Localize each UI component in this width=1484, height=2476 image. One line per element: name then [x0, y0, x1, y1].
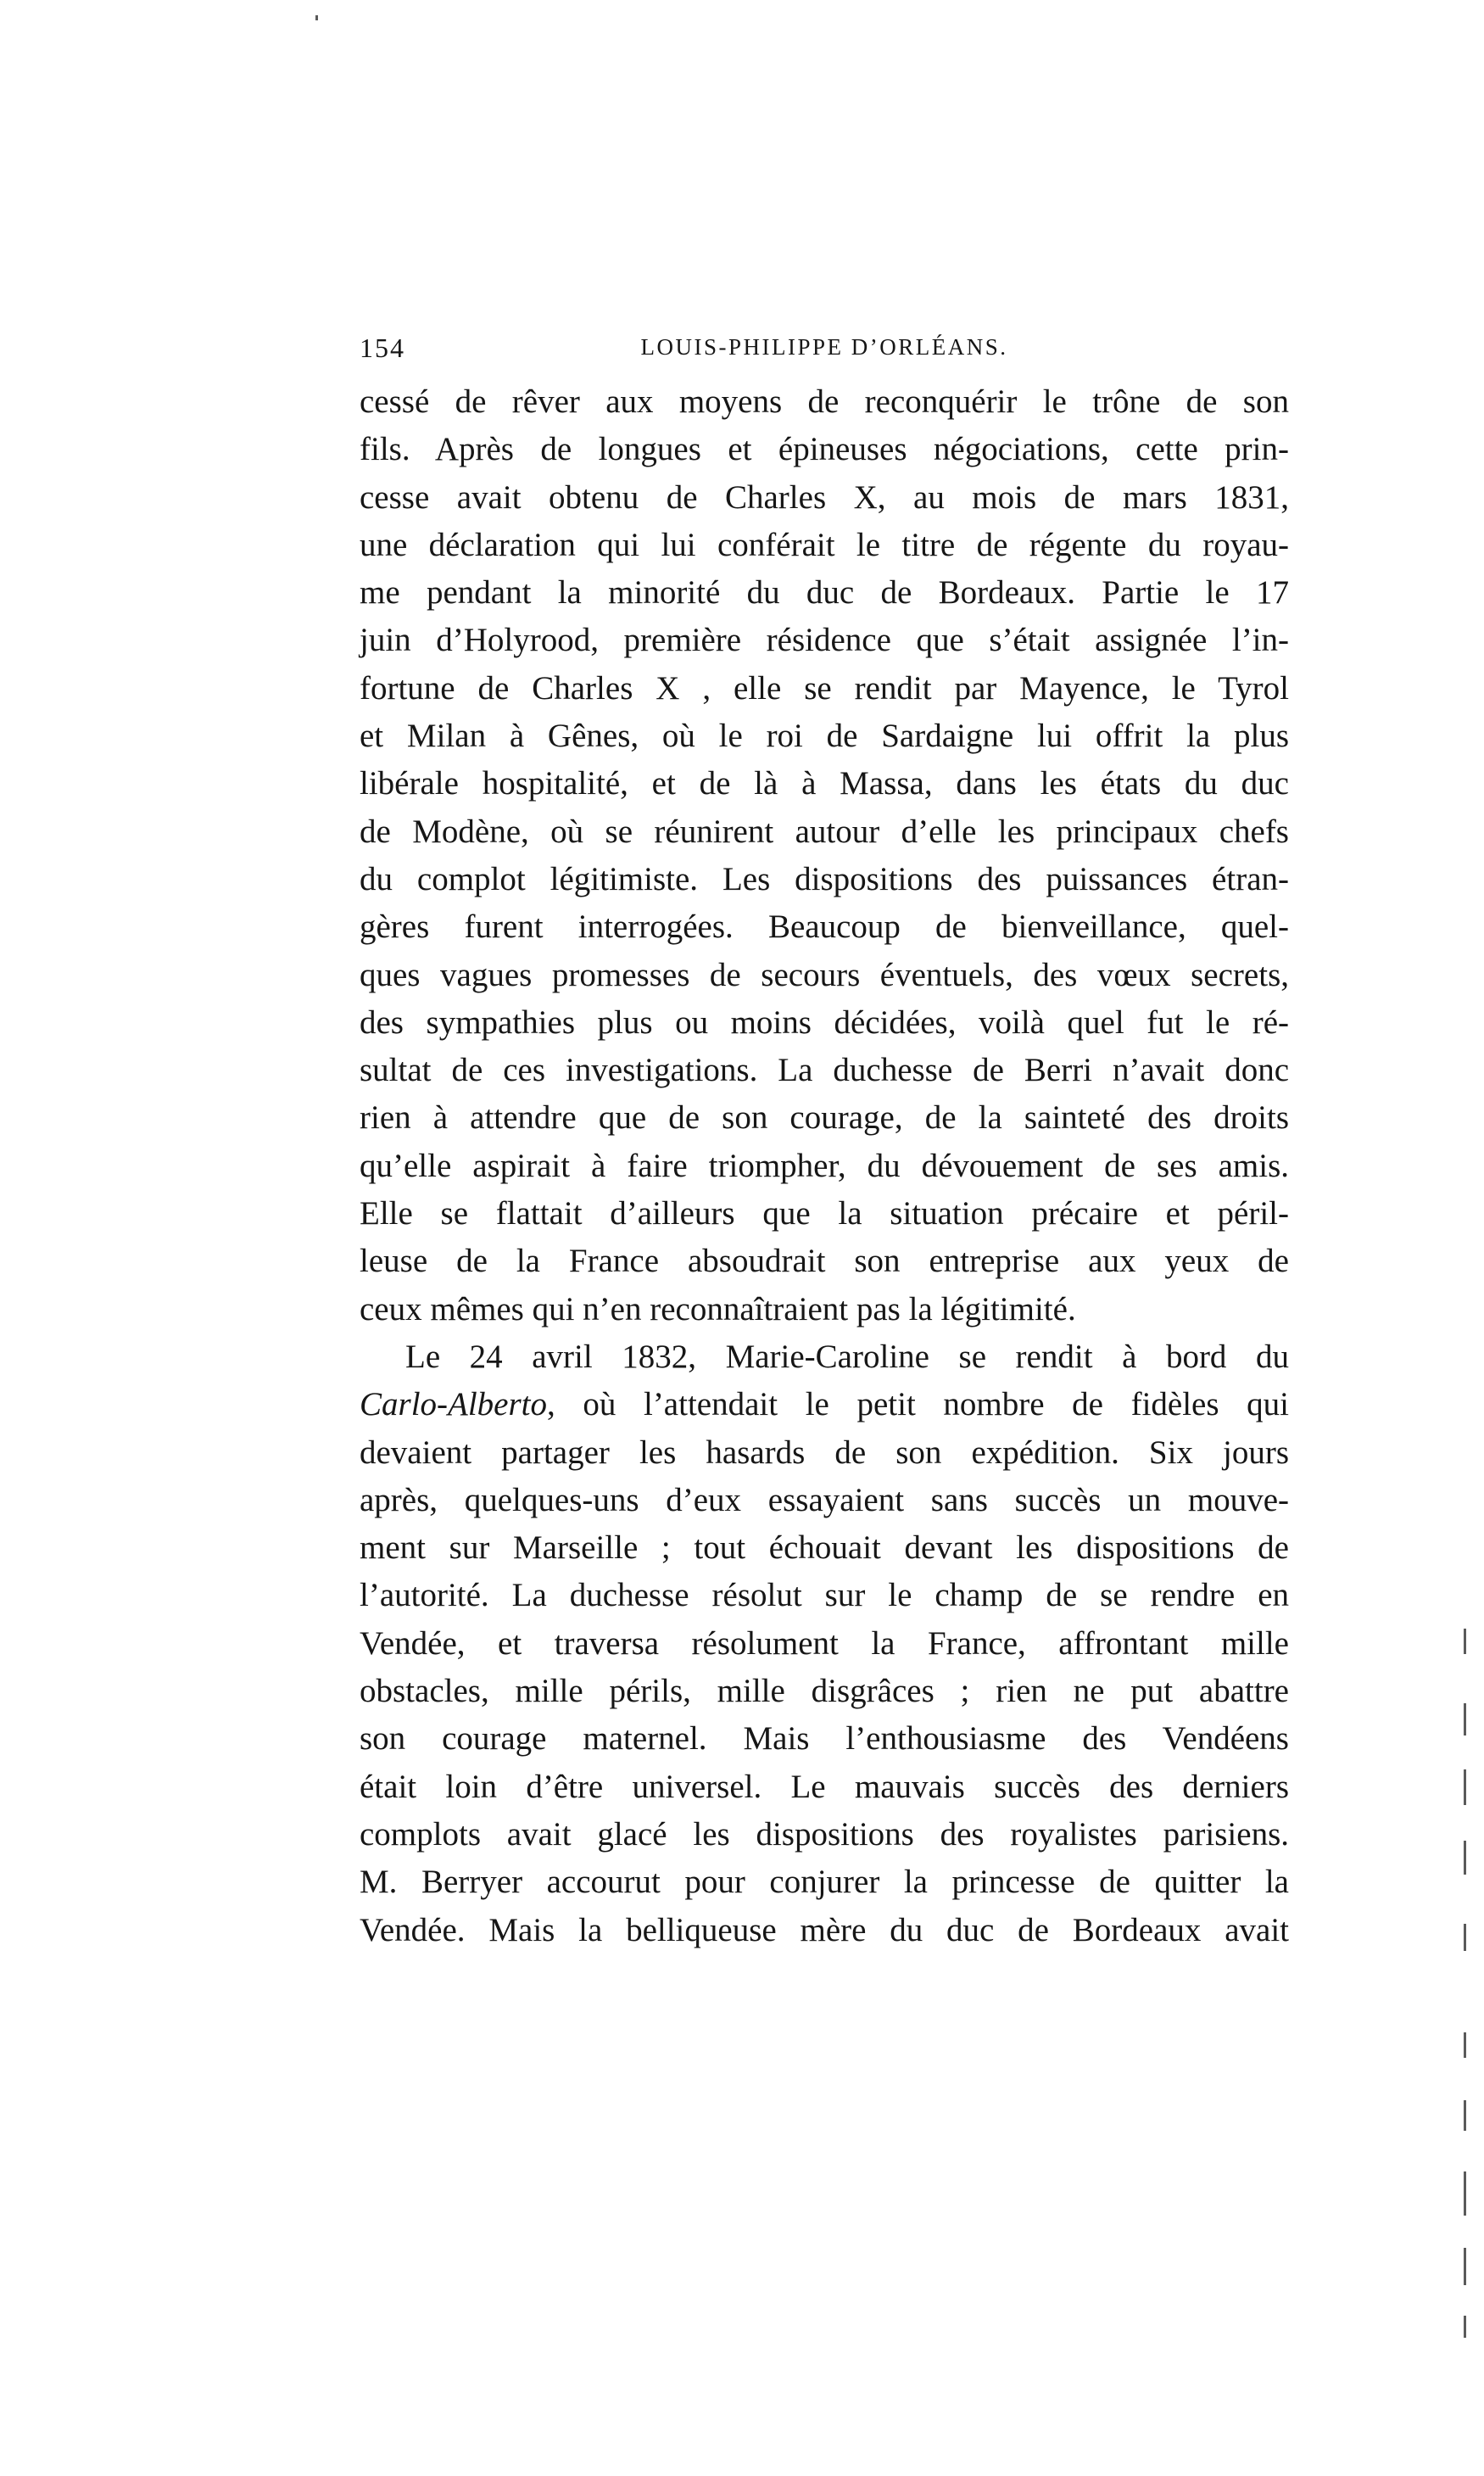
text-line: cesse avait obtenu de Charles X, au mois de mars 1831,: [360, 478, 1289, 516]
text-line: après, quelques-uns d’eux essayaient sans succès un mouve-: [360, 1481, 1289, 1518]
paragraph-start-line: Le 24 avril 1832, Marie-Caroline se rendit à bord du: [405, 1338, 1289, 1375]
scan-mark: [1464, 2032, 1466, 2058]
paragraph-end-line: ceux mêmes qui n’en reconnaîtraient pas la légitimité.: [360, 1290, 1076, 1327]
text-line: fortune de Charles X , elle se rendit par Mayence, le Tyrol: [360, 669, 1289, 707]
text-line-rest: , où l’attendait le petit nombre de fidèles qui: [547, 1386, 1289, 1423]
text-line: des sympathies plus ou moins décidées, voilà quel fut le ré-: [360, 1003, 1289, 1041]
text-line: Vendée. Mais la belliqueuse mère du duc de Bordeaux avait: [360, 1911, 1289, 1948]
text-line: sultat de ces investigations. La duchesse de Berri n’avait donc: [360, 1052, 1289, 1089]
text-line: Vendée, et traversa résolument la France, affrontant mille: [360, 1624, 1289, 1662]
text-line: l’autorité. La duchesse résolut sur le champ de se rendre en: [360, 1577, 1289, 1614]
running-title: LOUIS-PHILIPPE D’ORLÉANS.: [640, 334, 1008, 360]
text-line: juin d’Holyrood, première résidence que s’était assignée l’in-: [360, 622, 1289, 659]
page-header: [360, 333, 1289, 366]
scan-mark: [1464, 1769, 1466, 1805]
text-line-with-ship-name: [360, 1381, 1289, 1428]
scan-mark: [315, 15, 318, 20]
scan-mark: [1464, 2248, 1466, 2285]
text-line: me pendant la minorité du duc de Bordeaux. Partie le 17: [360, 574, 1289, 612]
text-line: gères furent interrogées. Beaucoup de bienveillance, quel-: [360, 908, 1289, 946]
scan-mark: [1464, 2171, 1466, 2216]
text-line: cessé de rêver aux moyens de reconquérir le trône de son: [360, 383, 1289, 420]
text-line: du complot légitimiste. Les dispositions des puissances étran-: [360, 860, 1289, 897]
scan-mark: [1464, 1924, 1466, 1951]
text-line: de Modène, où se réunirent autour d’elle les principaux chefs: [360, 813, 1289, 850]
text-line: M. Berryer accourut pour conjurer la princesse de quitter la: [360, 1864, 1289, 1901]
page-number: 154: [360, 333, 405, 363]
scan-mark: [1464, 1629, 1466, 1654]
text-line: obstacles, mille périls, mille disgrâces ; rien ne put abattre: [360, 1673, 1289, 1710]
text-line: leuse de la France absoudrait son entreprise aux yeux de: [360, 1243, 1289, 1280]
scan-mark: [1464, 2100, 1466, 2131]
scan-mark: [1464, 1703, 1466, 1735]
scan-mark: [1464, 2316, 1466, 2338]
body-text: [360, 378, 1289, 1954]
text-line: Elle se flattait d’ailleurs que la situation précaire et péril-: [360, 1195, 1289, 1232]
ship-name: Carlo-Alberto: [360, 1386, 547, 1423]
text-line: ment sur Marseille ; tout échouait devant les dispositions de: [360, 1529, 1289, 1567]
text-line: devaient partager les hasards de son expédition. Six jours: [360, 1434, 1289, 1471]
text-line: libérale hospitalité, et de là à Massa, dans les états du duc: [360, 765, 1289, 802]
text-line: était loin d’être universel. Le mauvais succès des derniers: [360, 1768, 1289, 1805]
text-line: son courage maternel. Mais l’enthousiasme des Vendéens: [360, 1720, 1289, 1758]
scan-mark: [1464, 1841, 1466, 1875]
text-line: rien à attendre que de son courage, de la sainteté des droits: [360, 1099, 1289, 1137]
text-line: ques vagues promesses de secours éventuels, des vœux secrets,: [360, 956, 1289, 993]
text-line: et Milan à Gênes, où le roi de Sardaigne lui offrit la plus: [360, 718, 1289, 755]
text-line: fils. Après de longues et épineuses négociations, cette prin-: [360, 431, 1289, 468]
text-line: complots avait glacé les dispositions des royalistes parisiens.: [360, 1815, 1289, 1853]
text-line: qu’elle aspirait à faire triompher, du dévouement de ses amis.: [360, 1147, 1289, 1184]
text-line: une déclaration qui lui conférait le titre de régente du royau-: [360, 526, 1289, 563]
